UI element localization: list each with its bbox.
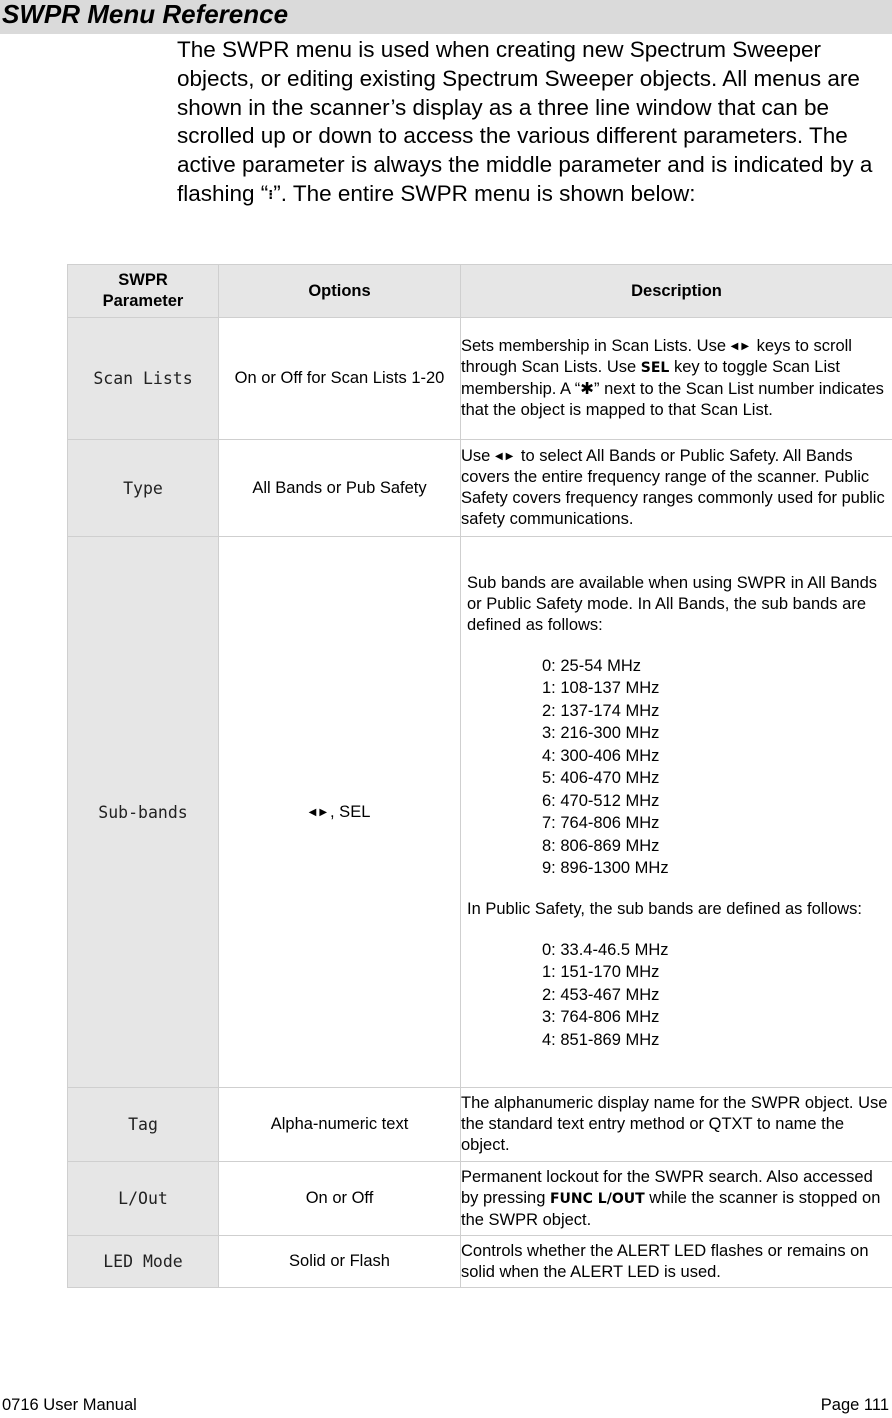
all-bands-intro: Sub bands are available when using SWPR in All Bands or Public Safety mode. In All Bands, the sub bands are defined as follows:	[467, 573, 877, 634]
list-item: 3: 216-300 MHz	[542, 724, 660, 743]
list-item: 2: 137-174 MHz	[542, 701, 660, 720]
all-bands-list	[542, 655, 886, 880]
desc-text: Use	[461, 447, 491, 465]
param-led-mode: LED Mode	[68, 1236, 219, 1288]
footer-manual-name: 0716 User Manual	[2, 1396, 137, 1414]
options-led-mode: Solid or Flash	[219, 1236, 461, 1288]
description-sub-bands	[461, 537, 892, 1088]
desc-text: to select All Bands or Public Safety. All Bands covers the entire frequency range of the scanner. Public Safety covers frequency ranges commonly used for public safety communications.	[461, 447, 885, 528]
section-header-bar	[0, 0, 892, 34]
footer-page-number: Page 111	[820, 1396, 889, 1414]
header-description: Description	[461, 265, 892, 318]
public-safety-intro: In Public Safety, the sub bands are defined as follows:	[467, 899, 863, 918]
list-item: 6: 470-512 MHz	[542, 791, 660, 810]
intro-text-before: The SWPR menu is used when creating new Spectrum Sweeper objects, or editing existing Spectrum Sweeper objects. All menus are shown in the scanner’s display as a three line window that can be scrolled up or down to access the various different parameters. The active parameter is always the middle parameter and is indicated by a flashing “	[177, 37, 873, 206]
table-header-row	[68, 265, 892, 318]
list-item: 0: 33.4-46.5 MHz	[542, 940, 669, 959]
desc-text: Sets membership in Scan Lists. Use	[461, 337, 727, 355]
list-item: 0: 25-54 MHz	[542, 656, 642, 675]
desc-text: keys to scroll through Scan Lists. Use	[461, 337, 852, 376]
list-item: 1: 108-137 MHz	[542, 679, 660, 698]
description-lout	[461, 1162, 892, 1236]
table-row	[68, 440, 892, 537]
param-tag: Tag	[68, 1088, 219, 1162]
description-scan-lists	[461, 318, 892, 440]
list-item: 5: 406-470 MHz	[542, 769, 660, 788]
left-right-arrows-icon: ◀▶	[308, 806, 331, 818]
table-row	[68, 1088, 892, 1162]
param-lout: L/Out	[68, 1162, 219, 1236]
list-item: 7: 764-806 MHz	[542, 814, 660, 833]
list-item: 2: 453-467 MHz	[542, 985, 660, 1004]
table-row	[68, 1236, 892, 1288]
star-indicator-icon: ✱	[580, 380, 595, 398]
intro-text-after: ”. The entire SWPR menu is shown below:	[273, 180, 696, 206]
intro-paragraph	[177, 36, 892, 210]
description-led-mode: Controls whether the ALERT LED flashes or remains on solid when the ALERT LED is used.	[461, 1236, 892, 1288]
options-type: All Bands or Pub Safety	[219, 440, 461, 537]
param-sub-bands: Sub-bands	[68, 537, 219, 1088]
options-scan-lists: On or Off for Scan Lists 1-20	[219, 318, 461, 440]
description-type	[461, 440, 892, 537]
public-safety-list	[542, 939, 886, 1052]
param-type: Type	[68, 440, 219, 537]
param-scan-lists: Scan Lists	[68, 318, 219, 440]
options-tag: Alpha-numeric text	[219, 1088, 461, 1162]
list-item: 8: 806-869 MHz	[542, 836, 660, 855]
options-suffix: , SEL	[330, 802, 371, 821]
desc-text: key to toggle Scan List membership. A “	[461, 358, 840, 398]
swpr-parameter-table	[67, 264, 892, 1288]
header-options: Options	[219, 265, 461, 318]
options-lout: On or Off	[219, 1162, 461, 1236]
list-item: 4: 300-406 MHz	[542, 746, 660, 765]
func-lout-key-label: FUNC L/OUT	[549, 1190, 645, 1207]
list-item: 1: 151-170 MHz	[542, 963, 660, 982]
header-param: SWPR Parameter	[68, 265, 219, 318]
options-sub-bands	[219, 537, 461, 1088]
desc-text: Permanent lockout for the SWPR search. Also accessed by pressing	[461, 1167, 873, 1207]
desc-text: ” next to the Scan List number indicates that the object is mapped to that Scan List.	[461, 380, 884, 419]
table-row	[68, 1162, 892, 1236]
flashing-indicator-icon: ⁝	[268, 186, 274, 202]
section-title: SWPR Menu Reference	[2, 0, 289, 29]
left-right-arrows-icon: ◀▶	[730, 341, 753, 352]
desc-text: while the scanner is stopped on the SWPR object.	[461, 1188, 881, 1229]
list-item: 4: 851-869 MHz	[542, 1030, 660, 1049]
table-row	[68, 537, 892, 1088]
table-row	[68, 318, 892, 440]
left-right-arrows-icon: ◀▶	[494, 451, 517, 462]
description-tag: The alphanumeric display name for the SWPR object. Use the standard text entry method or QTXT to name the object.	[461, 1088, 892, 1162]
list-item: 3: 764-806 MHz	[542, 1008, 660, 1027]
list-item: 9: 896-1300 MHz	[542, 859, 669, 878]
sel-key-label: SEL	[640, 360, 670, 376]
